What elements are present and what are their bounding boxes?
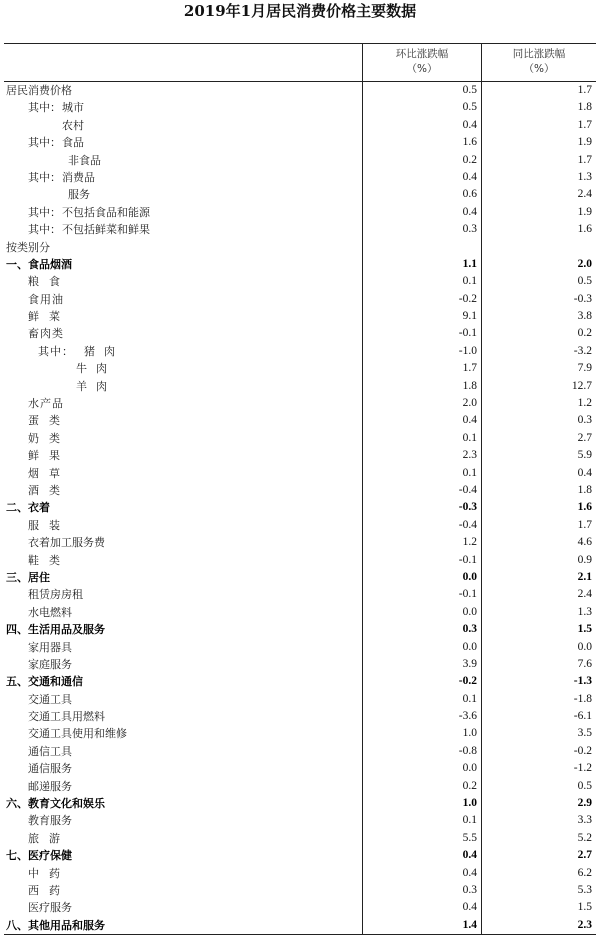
yoy-value: 5.9 <box>577 449 592 462</box>
mom-value: 0.0 <box>462 570 477 583</box>
mom-value: 0.4 <box>462 118 477 131</box>
table-row <box>4 239 596 256</box>
mom-value: 0.1 <box>462 814 477 827</box>
row-label: 通信服务 <box>28 762 72 776</box>
mom-value: 0.2 <box>462 779 477 792</box>
table-row <box>4 569 596 586</box>
row-prefix: 其中： <box>28 205 61 219</box>
table-row <box>4 691 596 708</box>
row-label: 鞋类 <box>28 553 70 567</box>
table-row <box>4 899 596 916</box>
yoy-value: -6.1 <box>573 710 592 723</box>
yoy-value: 2.4 <box>577 588 592 601</box>
yoy-value: -0.3 <box>573 292 592 305</box>
row-prefix: 其中： <box>28 101 61 115</box>
mom-value: 0.0 <box>462 640 477 653</box>
row-label: 三、居住 <box>6 570 50 584</box>
header-yoy-label: 同比涨跌幅 <box>512 48 566 60</box>
mom-value: -0.1 <box>458 588 477 601</box>
mom-value: 0.4 <box>462 205 477 218</box>
yoy-value: 0.5 <box>577 275 592 288</box>
row-label: 中药 <box>28 866 70 880</box>
header-yoy <box>482 47 596 77</box>
table-row <box>4 517 596 534</box>
mom-value: 1.0 <box>462 797 477 810</box>
table-row <box>4 865 596 882</box>
table-row <box>4 465 596 482</box>
table-row <box>4 204 596 221</box>
table-row <box>4 639 596 656</box>
row-prefix: 其中： <box>28 170 61 184</box>
row-label: 粮食 <box>28 275 70 289</box>
table-row <box>4 430 596 447</box>
table-row <box>4 778 596 795</box>
row-label: 烟草 <box>28 466 70 480</box>
mom-value: -0.2 <box>458 292 477 305</box>
row-label: 水产品 <box>28 397 64 411</box>
table-row <box>4 534 596 551</box>
yoy-value: 1.7 <box>577 118 592 131</box>
row-label: 教育服务 <box>28 814 72 828</box>
table-row <box>4 343 596 360</box>
yoy-value: 2.7 <box>577 431 592 444</box>
mom-value: 2.0 <box>462 397 477 410</box>
yoy-value: 0.2 <box>577 327 592 340</box>
mom-value: -0.3 <box>458 501 477 514</box>
cpi-table <box>4 43 596 935</box>
row-label: 通信工具 <box>28 744 72 758</box>
row-label: 旅游 <box>28 831 70 845</box>
table-row <box>4 169 596 186</box>
mom-value: 9.1 <box>462 310 477 323</box>
row-label: 水电燃料 <box>28 605 72 619</box>
mom-value: 0.1 <box>462 275 477 288</box>
row-label: 家庭服务 <box>28 657 72 671</box>
mom-value: 0.6 <box>462 188 477 201</box>
yoy-value: 3.5 <box>577 727 592 740</box>
mom-value: 0.1 <box>462 466 477 479</box>
yoy-value: 0.9 <box>577 553 592 566</box>
mom-value: 0.1 <box>462 431 477 444</box>
yoy-value: -3.2 <box>573 344 592 357</box>
row-label: 鲜菜 <box>28 310 70 324</box>
row-label: 西药 <box>28 883 70 897</box>
yoy-value: 1.6 <box>577 223 592 236</box>
yoy-value: 1.9 <box>577 205 592 218</box>
yoy-value: 2.1 <box>577 570 592 583</box>
table-row <box>4 621 596 638</box>
mom-value: 0.2 <box>462 153 477 166</box>
table-row <box>4 82 596 99</box>
mom-value: -0.8 <box>458 744 477 757</box>
table-row <box>4 378 596 395</box>
yoy-value: -0.2 <box>573 744 592 757</box>
table-body <box>4 82 596 934</box>
row-label: 交通工具使用和维修 <box>28 727 127 741</box>
table-row <box>4 395 596 412</box>
table-row <box>4 708 596 725</box>
row-label: 交通工具用燃料 <box>28 710 105 724</box>
table-row <box>4 291 596 308</box>
mom-value: 0.4 <box>462 414 477 427</box>
table-row <box>4 586 596 603</box>
table-row <box>4 152 596 169</box>
mom-value: 0.4 <box>462 849 477 862</box>
row-label: 衣着加工服务费 <box>28 536 105 550</box>
row-label: 邮递服务 <box>28 779 72 793</box>
row-label: 城市 <box>62 101 84 115</box>
yoy-value: 0.0 <box>577 640 592 653</box>
table-row <box>4 256 596 273</box>
row-label: 不包括鲜菜和鲜果 <box>62 223 150 237</box>
row-label: 食用油 <box>28 292 64 306</box>
table-row <box>4 412 596 429</box>
mom-value: 1.6 <box>462 136 477 149</box>
header-mom <box>363 47 481 77</box>
row-label: 非食品 <box>68 153 101 167</box>
yoy-value: 1.7 <box>577 518 592 531</box>
table-row <box>4 656 596 673</box>
yoy-value: 2.4 <box>577 188 592 201</box>
table-row <box>4 795 596 812</box>
table-row <box>4 360 596 377</box>
row-label: 七、医疗保健 <box>6 849 72 863</box>
yoy-value: 1.5 <box>577 623 592 636</box>
yoy-value: 1.5 <box>577 901 592 914</box>
mom-value: -0.2 <box>458 675 477 688</box>
row-label: 畜肉类 <box>28 327 64 341</box>
table-row <box>4 917 596 934</box>
yoy-value: -1.8 <box>573 692 592 705</box>
table-row <box>4 760 596 777</box>
yoy-value: 6.2 <box>577 866 592 879</box>
mom-value: 1.2 <box>462 536 477 549</box>
row-label: 居民消费价格 <box>6 84 72 97</box>
table-row <box>4 882 596 899</box>
mom-value: 0.5 <box>462 84 477 96</box>
header-mom-unit: （%） <box>406 63 438 75</box>
mom-value: 3.9 <box>462 657 477 670</box>
row-label: 家用器具 <box>28 640 72 654</box>
row-label: 不包括食品和能源 <box>62 205 150 219</box>
row-label: 二、衣着 <box>6 501 50 515</box>
mom-value: 1.8 <box>462 379 477 392</box>
yoy-value: 5.3 <box>577 883 592 896</box>
header-mom-label: 环比涨跌幅 <box>395 48 449 60</box>
yoy-value: 0.3 <box>577 414 592 427</box>
table-row <box>4 499 596 516</box>
row-label: 四、生活用品及服务 <box>6 623 105 637</box>
row-label: 六、教育文化和娱乐 <box>6 797 105 811</box>
row-label: 奶类 <box>28 431 70 445</box>
mom-value: 0.4 <box>462 866 477 879</box>
row-label: 交通工具 <box>28 692 72 706</box>
mom-value: 0.3 <box>462 623 477 636</box>
table-row <box>4 308 596 325</box>
yoy-value: -1.3 <box>573 675 592 688</box>
row-label: 服装 <box>28 518 70 532</box>
table-row <box>4 117 596 134</box>
mom-value: 0.3 <box>462 883 477 896</box>
yoy-value: 2.3 <box>577 918 592 931</box>
table-row <box>4 325 596 342</box>
yoy-value: 2.7 <box>577 849 592 862</box>
row-label: 租赁房房租 <box>28 588 83 602</box>
yoy-value: 0.5 <box>577 779 592 792</box>
mom-value: -0.1 <box>458 553 477 566</box>
yoy-value: -1.2 <box>573 762 592 775</box>
mom-value: 5.5 <box>462 831 477 844</box>
table-row <box>4 482 596 499</box>
table-row <box>4 447 596 464</box>
mom-value: -3.6 <box>458 710 477 723</box>
table-row <box>4 743 596 760</box>
header-yoy-unit: （%） <box>523 63 555 75</box>
row-label: 医疗服务 <box>28 901 72 915</box>
row-label: 消费品 <box>62 170 95 184</box>
mom-value: 1.4 <box>462 918 477 931</box>
yoy-value: 1.3 <box>577 605 592 618</box>
row-label: 八、其他用品和服务 <box>6 918 105 932</box>
table-row <box>4 273 596 290</box>
table-row <box>4 812 596 829</box>
row-label: 五、交通和通信 <box>6 675 83 689</box>
mom-value: 1.0 <box>462 727 477 740</box>
mom-value: 0.1 <box>462 692 477 705</box>
table-header <box>4 44 596 82</box>
table-row <box>4 830 596 847</box>
row-label: 猪肉 <box>84 344 124 358</box>
yoy-value: 1.6 <box>577 501 592 514</box>
yoy-value: 1.8 <box>577 101 592 114</box>
mom-value: 0.0 <box>462 605 477 618</box>
row-label: 按类别分 <box>6 240 50 254</box>
mom-value: 0.3 <box>462 223 477 236</box>
yoy-value: 4.6 <box>577 536 592 549</box>
yoy-value: 2.0 <box>577 257 592 270</box>
mom-value: -0.1 <box>458 327 477 340</box>
table-row <box>4 134 596 151</box>
yoy-value: 1.9 <box>577 136 592 149</box>
row-label: 酒类 <box>28 483 70 497</box>
table-row <box>4 221 596 238</box>
mom-value: 0.4 <box>462 170 477 183</box>
yoy-value: 1.3 <box>577 170 592 183</box>
row-label: 农村 <box>62 118 84 132</box>
page-title: 2019年1月居民消费价格主要数据 <box>183 2 417 20</box>
yoy-value: 2.9 <box>577 797 592 810</box>
yoy-value: 1.7 <box>577 84 592 96</box>
mom-value: -0.4 <box>458 483 477 496</box>
yoy-value: 1.2 <box>577 397 592 410</box>
mom-value: -1.0 <box>458 344 477 357</box>
mom-value: 2.3 <box>462 449 477 462</box>
yoy-value: 1.8 <box>577 483 592 496</box>
yoy-value: 1.7 <box>577 153 592 166</box>
mom-value: 1.7 <box>462 362 477 375</box>
table-row <box>4 99 596 116</box>
mom-value: 0.4 <box>462 901 477 914</box>
table-row <box>4 847 596 864</box>
yoy-value: 12.7 <box>571 379 592 392</box>
table-row <box>4 186 596 203</box>
mom-value: 0.5 <box>462 101 477 114</box>
row-label: 鲜果 <box>28 449 70 463</box>
row-label: 食品 <box>62 136 84 150</box>
yoy-value: 7.9 <box>577 362 592 375</box>
row-label: 羊肉 <box>76 379 116 393</box>
yoy-value: 3.3 <box>577 814 592 827</box>
yoy-value: 5.2 <box>577 831 592 844</box>
table-row <box>4 673 596 690</box>
mom-value: 0.0 <box>462 762 477 775</box>
row-label: 一、食品烟酒 <box>6 257 72 271</box>
yoy-value: 3.8 <box>577 310 592 323</box>
mom-value: 1.1 <box>462 257 477 270</box>
yoy-value: 7.6 <box>577 657 592 670</box>
table-row <box>4 604 596 621</box>
yoy-value: 0.4 <box>577 466 592 479</box>
table-row <box>4 552 596 569</box>
mom-value: -0.4 <box>458 518 477 531</box>
row-label: 服务 <box>68 188 90 202</box>
table-row <box>4 725 596 742</box>
row-label: 牛肉 <box>76 362 116 376</box>
row-prefix: 其中： <box>28 136 61 150</box>
row-prefix: 其中： <box>38 344 74 358</box>
row-label: 蛋类 <box>28 414 70 428</box>
row-prefix: 其中： <box>28 223 61 237</box>
